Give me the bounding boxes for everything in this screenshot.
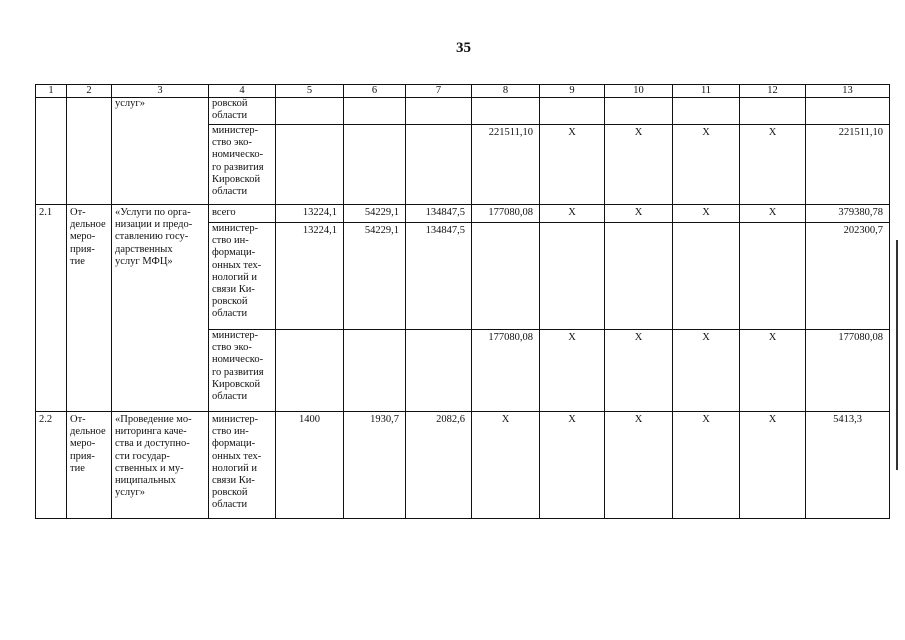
value-cell: X xyxy=(540,205,605,223)
value-cell: 221511,10 xyxy=(472,125,540,205)
text-line: дарственных xyxy=(115,243,173,255)
scan-edge-mark xyxy=(896,240,898,470)
executor-cell xyxy=(209,330,276,412)
value-cell: X xyxy=(673,205,740,223)
item-number-cell: 2.1 xyxy=(36,205,67,412)
table-cell xyxy=(605,223,673,330)
col-header: 4 xyxy=(209,85,276,98)
text-line: ниципальных xyxy=(115,475,176,487)
item-name-cell xyxy=(112,205,209,412)
table-row xyxy=(36,205,890,223)
text-line: го развития xyxy=(212,366,264,378)
text-line: тие xyxy=(70,255,85,267)
text-line: «Услуги по орга- xyxy=(115,207,191,218)
value-cell: X xyxy=(740,330,806,412)
text-line: нологий и xyxy=(212,271,258,283)
table-cell xyxy=(673,98,740,125)
executor-cell xyxy=(209,98,276,125)
item-type-cell xyxy=(67,205,112,412)
value-cell: 134847,5 xyxy=(406,205,472,223)
value-cell: 1930,7 xyxy=(344,412,406,519)
table-cell xyxy=(806,98,890,125)
col-header: 8 xyxy=(472,85,540,98)
text-line: формаци- xyxy=(212,247,256,259)
text-line: низации и предо- xyxy=(115,219,193,231)
text-line: области xyxy=(212,391,248,403)
executor-cell xyxy=(209,412,276,519)
text-line: услуг» xyxy=(115,98,145,109)
value-cell: X xyxy=(740,412,806,519)
text-line: «Проведение мо- xyxy=(115,414,192,425)
text-line: ровской xyxy=(212,98,248,109)
value-cell: X xyxy=(540,125,605,205)
text-line: прия- xyxy=(70,243,95,255)
page-number: 35 xyxy=(456,40,471,56)
col-header: 11 xyxy=(673,85,740,98)
col-header: 1 xyxy=(36,85,67,98)
table-cell xyxy=(540,98,605,125)
table-row xyxy=(36,412,890,519)
table-cell xyxy=(344,98,406,125)
value-cell: 221511,10 xyxy=(806,125,890,205)
value-cell: 1400 xyxy=(276,412,344,519)
text-line: Кировской xyxy=(212,378,261,390)
table-cell xyxy=(605,98,673,125)
text-line: ственных и му- xyxy=(115,462,184,474)
text-line: ниторинга каче- xyxy=(115,426,187,438)
text-line: всего xyxy=(212,207,236,218)
value-cell: 13224,1 xyxy=(276,205,344,223)
col-header: 12 xyxy=(740,85,806,98)
col-header: 9 xyxy=(540,85,605,98)
table-cell xyxy=(406,98,472,125)
table-cell xyxy=(406,125,472,205)
table-cell xyxy=(406,330,472,412)
text-line: ство ин- xyxy=(212,235,249,247)
value-cell: X xyxy=(540,412,605,519)
text-line: области xyxy=(212,186,248,198)
table-cell xyxy=(344,330,406,412)
value-cell: 54229,1 xyxy=(344,205,406,223)
item-type-cell xyxy=(67,412,112,519)
value-cell: X xyxy=(605,412,673,519)
text-line: номическо- xyxy=(212,354,264,366)
text-line: ства и доступно- xyxy=(115,438,190,450)
item-number-cell: 2.2 xyxy=(36,412,67,519)
text-line: министер- xyxy=(212,414,259,425)
text-line: тие xyxy=(70,462,85,474)
value-cell: 2082,6 xyxy=(406,412,472,519)
budget-table xyxy=(35,84,890,519)
table-cell xyxy=(472,98,540,125)
col-header: 2 xyxy=(67,85,112,98)
text-line: нологий и xyxy=(212,462,258,474)
col-header: 5 xyxy=(276,85,344,98)
executor-cell xyxy=(209,223,276,330)
text-line: связи Ки- xyxy=(212,284,255,296)
value-cell: X xyxy=(605,205,673,223)
col-header: 7 xyxy=(406,85,472,98)
text-line: ставлению госу- xyxy=(115,231,189,243)
text-line: министер- xyxy=(212,125,259,136)
text-line: связи Ки- xyxy=(212,475,255,487)
text-line: От- xyxy=(70,414,86,425)
text-line: дельное xyxy=(70,219,106,231)
text-line: области xyxy=(212,499,248,511)
value-cell: 13224,1 xyxy=(276,223,344,330)
table-cell xyxy=(36,98,67,205)
value-cell: X xyxy=(673,330,740,412)
text-line: ровской xyxy=(212,296,248,308)
text-line: услуг МФЦ» xyxy=(115,255,173,267)
table-cell xyxy=(540,223,605,330)
text-line: услуг» xyxy=(115,487,145,499)
text-line: онных тех- xyxy=(212,450,262,462)
table-cell xyxy=(276,330,344,412)
text-line: онных тех- xyxy=(212,259,262,271)
table-cell xyxy=(472,223,540,330)
text-line: сти государ- xyxy=(115,450,170,462)
table-cell xyxy=(344,125,406,205)
item-name-cell xyxy=(112,412,209,519)
value-cell: X xyxy=(472,412,540,519)
value-cell: X xyxy=(740,205,806,223)
col-header: 10 xyxy=(605,85,673,98)
column-header-row xyxy=(36,85,890,98)
value-cell: 134847,5 xyxy=(406,223,472,330)
executor-cell xyxy=(209,205,276,223)
text-line: дельное xyxy=(70,426,106,438)
text-line: ство эко- xyxy=(212,137,252,149)
table-cell xyxy=(740,98,806,125)
value-cell: X xyxy=(673,412,740,519)
text-line: прия- xyxy=(70,450,95,462)
value-cell: 54229,1 xyxy=(344,223,406,330)
table-cell xyxy=(740,223,806,330)
item-name-cell xyxy=(112,98,209,205)
table-row xyxy=(36,98,890,125)
text-line: ство эко- xyxy=(212,342,252,354)
executor-cell xyxy=(209,125,276,205)
col-header: 13 xyxy=(806,85,890,98)
value-cell: 5413,3 xyxy=(806,412,890,519)
text-line: формаци- xyxy=(212,438,256,450)
text-line: области xyxy=(212,110,248,122)
table-cell xyxy=(67,98,112,205)
text-line: го развития xyxy=(212,161,264,173)
text-line: Кировской xyxy=(212,173,261,185)
text-line: ровской xyxy=(212,487,248,499)
value-cell: X xyxy=(540,330,605,412)
text-line: меро- xyxy=(70,231,96,243)
value-cell: 177080,08 xyxy=(806,330,890,412)
value-cell: 177080,08 xyxy=(472,330,540,412)
col-header: 3 xyxy=(112,85,209,98)
value-cell: 379380,78 xyxy=(806,205,890,223)
value-cell: 177080,08 xyxy=(472,205,540,223)
text-line: министер- xyxy=(212,223,259,234)
text-line: номическо- xyxy=(212,149,264,161)
value-cell: 202300,7 xyxy=(806,223,890,330)
text-line: министер- xyxy=(212,330,259,341)
value-cell: X xyxy=(740,125,806,205)
text-line: области xyxy=(212,308,248,320)
value-cell: X xyxy=(605,330,673,412)
text-line: меро- xyxy=(70,438,96,450)
text-line: ство ин- xyxy=(212,426,249,438)
col-header: 6 xyxy=(344,85,406,98)
value-cell: X xyxy=(673,125,740,205)
table-cell xyxy=(673,223,740,330)
table-cell xyxy=(276,98,344,125)
value-cell: X xyxy=(605,125,673,205)
table-cell xyxy=(276,125,344,205)
text-line: От- xyxy=(70,207,86,218)
